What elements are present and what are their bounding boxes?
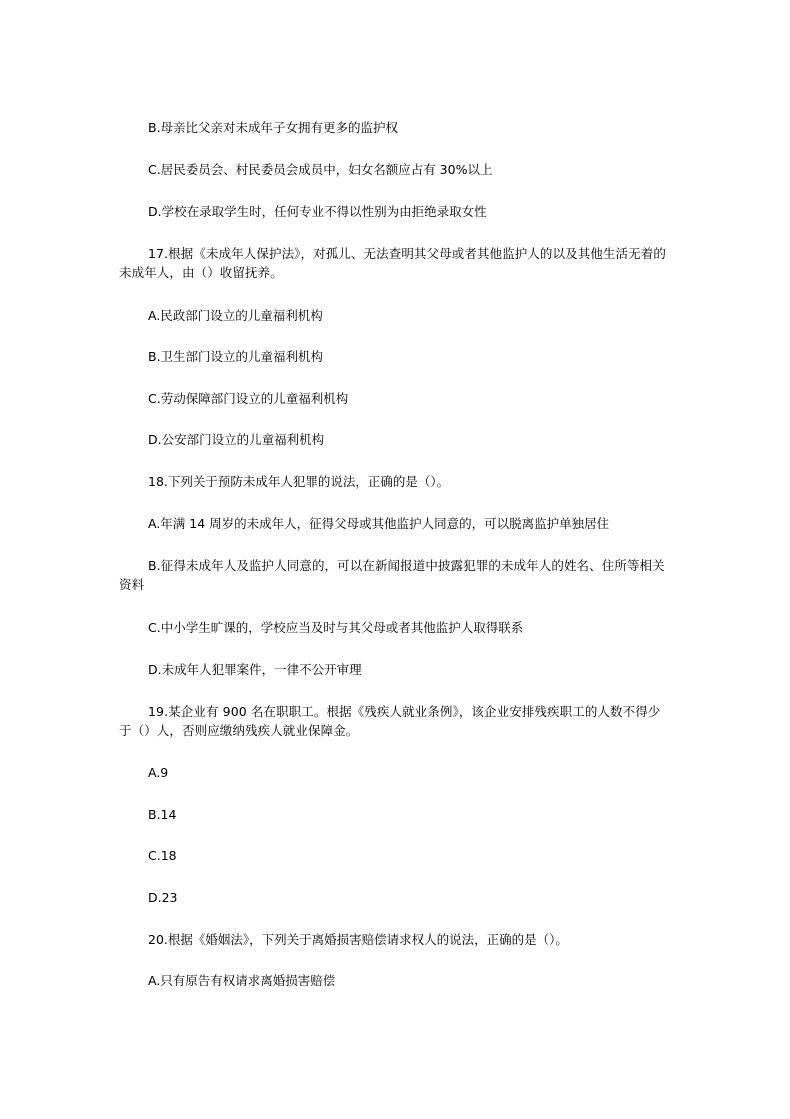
q16-option-c: C.居民委员会、村民委员会成员中，妇女名额应占有 30%以上 — [148, 162, 493, 177]
q17-option-a: A.民政部门设立的儿童福利机构 — [148, 308, 323, 323]
q18-option-d: D.未成年人犯罪案件，一律不公开审理 — [148, 662, 362, 677]
q17-stem: 17.根据《未成年人保护法》，对孤儿、无法查明其父母或者其他监护人的以及其他生活无着的未成年人，由（）收留抚养。 — [119, 246, 666, 280]
q19-option-d: D.23 — [148, 890, 178, 905]
q18-option-c: C.中小学生旷课的，学校应当及时与其父母或者其他监护人取得联系 — [148, 620, 524, 635]
q18-option-a: A.年满 14 周岁的未成年人，征得父母或其他监护人同意的，可以脱离监护单独居住 — [148, 516, 610, 531]
q20-option-a: A.只有原告有权请求离婚损害赔偿 — [148, 973, 336, 988]
q17-option-d: D.公安部门设立的儿童福利机构 — [148, 432, 325, 447]
q16-option-d: D.学校在录取学生时，任何专业不得以性别为由拒绝录取女性 — [148, 204, 487, 219]
q16-option-b: B.母亲比父亲对未成年子女拥有更多的监护权 — [148, 120, 399, 135]
q18-option-b: B.征得未成年人及监护人同意的，可以在新闻报道中披露犯罪的未成年人的姓名、住所等相关资料 — [119, 558, 665, 592]
q19-option-b: B.14 — [148, 807, 177, 822]
q19-stem: 19.某企业有 900 名在职职工。根据《残疾人就业条例》，该企业安排残疾职工的人数不得少于（）人，否则应缴纳残疾人就业保障金。 — [119, 704, 661, 738]
q17-option-c: C.劳动保障部门设立的儿童福利机构 — [148, 391, 349, 406]
q18-stem: 18.下列关于预防未成年人犯罪的说法，正确的是（）。 — [148, 474, 450, 489]
q19-option-a: A.9 — [148, 765, 169, 780]
q19-option-c: C.18 — [148, 848, 177, 863]
q20-stem: 20.根据《婚姻法》，下列关于离婚损害赔偿请求权人的说法，正确的是（）。 — [148, 932, 568, 947]
q17-option-b: B.卫生部门设立的儿童福利机构 — [148, 349, 324, 364]
